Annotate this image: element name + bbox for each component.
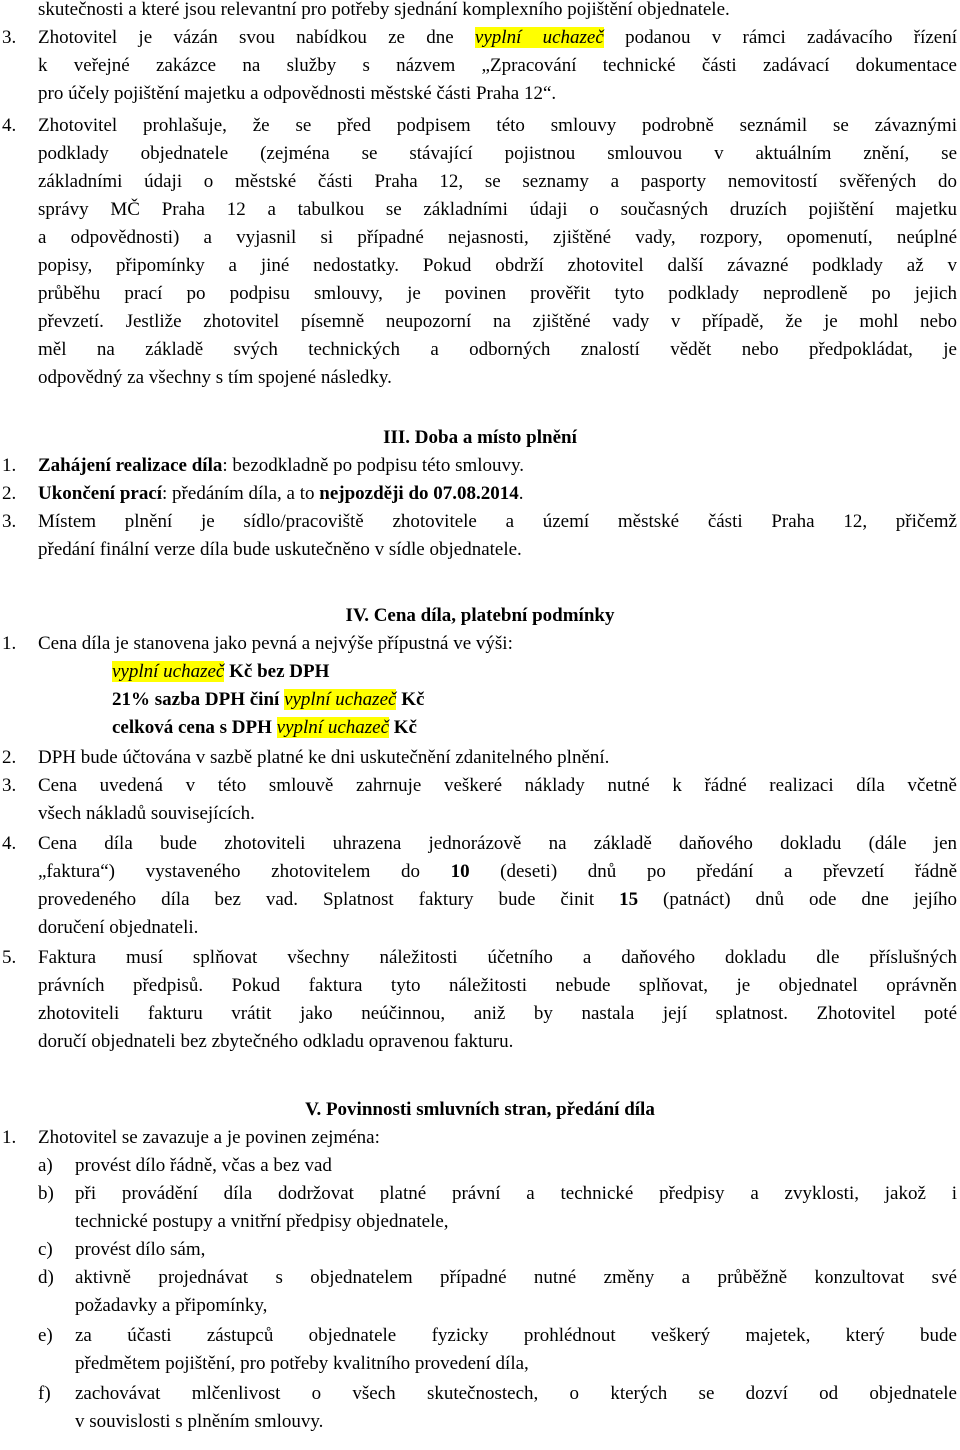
sub-item-line: předmětem pojištění, pro potřeby kvalitního provedení díla, bbox=[75, 1353, 529, 1374]
text-line: skutečnosti a které jsou relevantní pro potřeby sjednání komplexního pojištění objednatele. bbox=[38, 0, 730, 20]
paragraph-line: právních předpisů. Pokud faktura tyto náležitosti nebude splňovat, je objednatel oprávněn bbox=[38, 975, 957, 996]
item-number: 1. bbox=[2, 633, 17, 654]
paragraph-line: Cena díla bude zhotoviteli uhrazena jednorázově na základě daňového dokladu (dále jen bbox=[38, 833, 957, 854]
section-heading: III. Doba a místo plnění bbox=[383, 427, 577, 448]
text: 21% sazba DPH činí bbox=[112, 689, 285, 710]
paragraph-line bbox=[38, 452, 524, 480]
placeholder-highlight: vyplní uchazeč bbox=[474, 27, 604, 48]
paragraph-line: průběhu prací po podpisu smlouvy, je povinen prověřit tyto podklady neprodleně po jejich bbox=[38, 283, 957, 304]
paragraph-line: doručí objednateli bez zbytečného odkladu opravenou fakturu. bbox=[38, 1031, 514, 1052]
text: Kč bez DPH bbox=[224, 661, 330, 682]
days-number: 10 bbox=[450, 861, 470, 882]
text: Kč bbox=[389, 717, 417, 738]
item-number: 3. bbox=[2, 775, 17, 796]
paragraph-line bbox=[38, 886, 957, 914]
item-number: 3. bbox=[2, 27, 17, 48]
text: : bezodkladně po podpisu této smlouvy. bbox=[222, 455, 525, 476]
text: Zhotovitel je vázán svou nabídkou ze dne bbox=[38, 27, 454, 48]
paragraph-line: a odpovědnosti) a vyjasnil si případné nejasnosti, zjištěné vady, rozpory, opomenutí, neúplné bbox=[38, 227, 957, 248]
sub-item-line: provést dílo sám, bbox=[75, 1239, 206, 1260]
section-heading: V. Povinnosti smluvních stran, předání díla bbox=[305, 1099, 655, 1120]
placeholder-highlight: vyplní uchazeč bbox=[112, 661, 225, 682]
sub-item-letter: e) bbox=[38, 1325, 53, 1346]
section-heading: IV. Cena díla, platební podmínky bbox=[345, 605, 615, 626]
paragraph-line: DPH bude účtována v sazbě platné ke dni uskutečnění zdanitelného plnění. bbox=[38, 747, 610, 768]
paragraph-line: Faktura musí splňovat všechny náležitosti účetního a daňového dokladu dle příslušných bbox=[38, 947, 957, 968]
price-row-vat bbox=[112, 686, 424, 714]
placeholder-highlight: vyplní uchazeč bbox=[284, 689, 397, 710]
text: Kč bbox=[396, 689, 425, 710]
paragraph-line: všech nákladů souvisejících. bbox=[38, 803, 255, 824]
paragraph-line: zhotoviteli fakturu vrátit jako neúčinnou, aniž by nastala její splatnost. Zhotovitel poté bbox=[38, 1003, 957, 1024]
paragraph-line: Zhotovitel prohlašuje, že se před podpisem této smlouvy podrobně seznámil se závaznými bbox=[38, 115, 957, 136]
text: : předáním díla, a to bbox=[162, 483, 320, 504]
sub-item-line: technické postupy a vnitřní předpisy objednatele, bbox=[75, 1211, 449, 1232]
paragraph-line: podklady objednatele (zejména se stávající pojistnou smlouvou v aktuálním znění, se bbox=[38, 143, 957, 164]
sub-item-letter: b) bbox=[38, 1183, 54, 1204]
text: (patnáct) dnů ode dne jejího bbox=[663, 889, 958, 910]
text: „faktura“) vystaveného zhotovitelem do bbox=[38, 861, 420, 882]
paragraph-line: předání finální verze díla bude uskutečněno v sídle objednatele. bbox=[38, 539, 522, 560]
days-number: 15 bbox=[619, 889, 639, 910]
item-number: 2. bbox=[2, 483, 17, 504]
placeholder-highlight: vyplní uchazeč bbox=[276, 717, 390, 738]
paragraph-line bbox=[38, 858, 957, 886]
text: celková cena s DPH bbox=[112, 717, 277, 738]
paragraph-line: popisy, připomínky a jiné nedostatky. Pokud obdrží zhotovitel další závazné podklady až v bbox=[38, 255, 957, 276]
item-number: 1. bbox=[2, 455, 17, 476]
item-number: 4. bbox=[2, 115, 17, 136]
price-row-net bbox=[112, 658, 329, 686]
bold-term: Zahájení realizace díla bbox=[38, 455, 223, 476]
sub-item-line: v souvislosti s plněním smlouvy. bbox=[75, 1411, 324, 1432]
paragraph-line: správy MČ Praha 12 a tabulkou se základními údaji o současných druzích pojištění majetku bbox=[38, 199, 957, 220]
text: provedeného díla bez vad. Splatnost faktury bude činit bbox=[38, 889, 595, 910]
sub-item-letter: d) bbox=[38, 1267, 54, 1288]
sub-item-line: aktivně projednávat s objednatelem případné nutné změny a průběžně konzultovat své bbox=[75, 1267, 957, 1288]
sub-item-line: za účasti zástupců objednatele fyzicky prohlédnout veškerý majetek, který bude bbox=[75, 1325, 957, 1346]
sub-item-line: požadavky a připomínky, bbox=[75, 1295, 268, 1316]
paragraph-line: Zhotovitel se zavazuje a je povinen zejména: bbox=[38, 1127, 380, 1148]
sub-item-line: provést dílo řádně, včas a bez vad bbox=[75, 1155, 332, 1176]
price-row-total bbox=[112, 714, 417, 742]
text: podanou v rámci zadávacího řízení bbox=[625, 27, 958, 48]
sub-item-letter: a) bbox=[38, 1155, 53, 1176]
sub-item-letter: c) bbox=[38, 1239, 53, 1260]
sub-item-line: zachovávat mlčenlivost o všech skutečnostech, o kterých se dozví od objednatele bbox=[75, 1383, 957, 1404]
paragraph-line: pro účely pojištění majetku a odpovědnosti městské části Praha 12“. bbox=[38, 83, 557, 104]
paragraph-line: doručení objednateli. bbox=[38, 917, 199, 938]
bold-term: Ukončení prací bbox=[38, 483, 163, 504]
item-number: 4. bbox=[2, 833, 17, 854]
paragraph-line: odpovědný za všechny s tím spojené následky. bbox=[38, 367, 392, 388]
paragraph-line: Cena uvedená v této smlouvě zahrnuje veškeré náklady nutné k řádné realizaci díla včetně bbox=[38, 775, 957, 796]
text: . bbox=[518, 483, 524, 504]
item-number: 1. bbox=[2, 1127, 17, 1148]
deadline-date: nejpozději do 07.08.2014 bbox=[319, 483, 519, 504]
paragraph-line: základními údaji o městské části Praha 12, se seznamy a pasporty nemovitostí svěřených do bbox=[38, 171, 957, 192]
item-number: 5. bbox=[2, 947, 17, 968]
item-number: 3. bbox=[2, 511, 17, 532]
sub-item-letter: f) bbox=[38, 1383, 51, 1404]
sub-item-line: při provádění díla dodržovat platné právní a technické předpisy a zvyklosti, jakož i bbox=[75, 1183, 957, 1204]
paragraph-line: Cena díla je stanovena jako pevná a nejvýše přípustná ve výši: bbox=[38, 633, 513, 654]
paragraph-line: k veřejné zakázce na služby s názvem „Zpracování technické části zadávací dokumentace bbox=[38, 55, 957, 76]
item-number: 2. bbox=[2, 747, 17, 768]
text: (deseti) dnů po předání a převzetí řádně bbox=[500, 861, 958, 882]
paragraph-line: Místem plnění je sídlo/pracoviště zhotovitele a území městské části Praha 12, přičemž bbox=[38, 511, 957, 532]
paragraph-line bbox=[38, 480, 524, 508]
paragraph-line: převzetí. Jestliže zhotovitel písemně neupozorní na zjištěné vady v případě, že je mohl nebo bbox=[38, 311, 957, 332]
paragraph-line: měl na základě svých technických a odborných znalostí vědět nebo předpokládat, je bbox=[38, 339, 957, 360]
paragraph-line bbox=[38, 24, 957, 52]
